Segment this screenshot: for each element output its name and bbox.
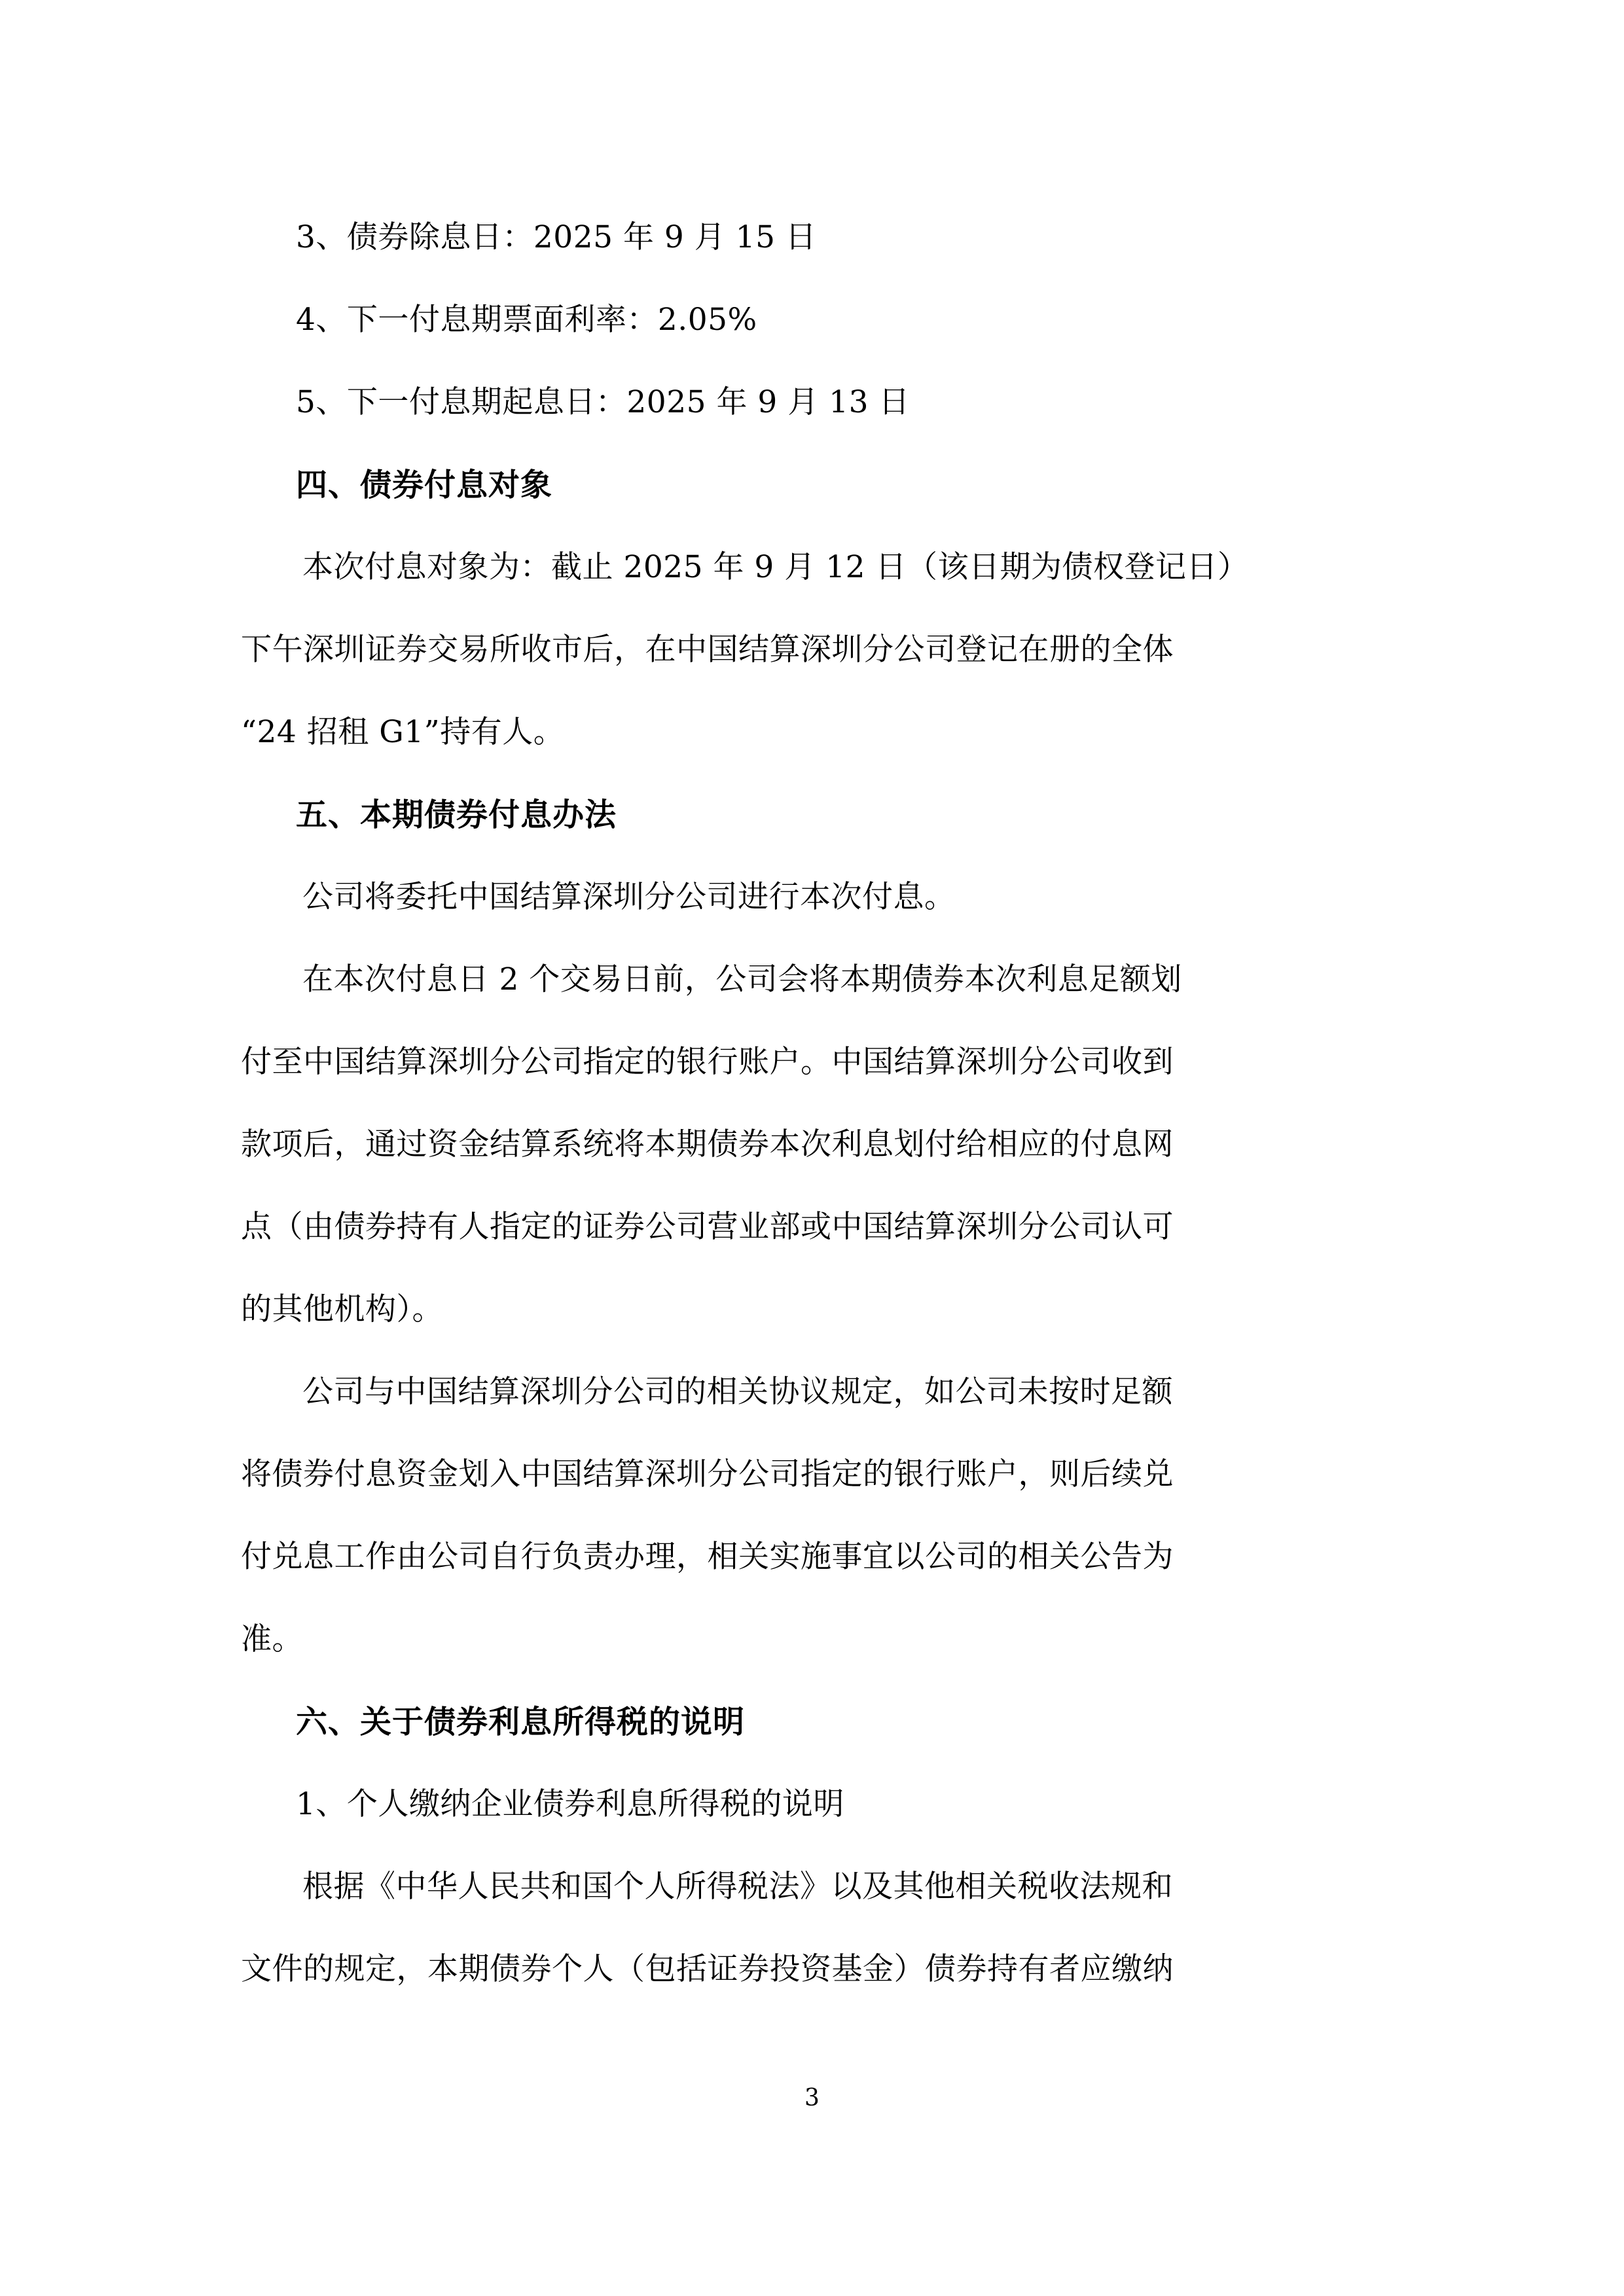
paragraph-line: 公司将委托中国结算深圳分公司进行本次付息。 xyxy=(302,879,956,915)
item-3-ex-interest-date: 3、债券除息日：2025 年 9 月 15 日 xyxy=(296,219,817,255)
paragraph-line: 文件的规定，本期债券个人（包括证券投资基金）债券持有者应缴纳 xyxy=(241,1951,1174,1987)
paragraph-line: 款项后，通过资金结算系统将本期债券本次利息划付给相应的付息网 xyxy=(241,1126,1174,1162)
heading-section-six: 六、关于债券利息所得税的说明 xyxy=(296,1704,746,1740)
paragraph-line: 本次付息对象为：截止 2025 年 9 月 12 日（该日期为债权登记日） xyxy=(302,549,1249,585)
paragraph-line: 在本次付息日 2 个交易日前，公司会将本期债券本次利息足额划 xyxy=(302,961,1182,997)
paragraph-payment-recipients xyxy=(241,526,1393,774)
paragraph-line: 付兑息工作由公司自行负责办理，相关实施事宜以公司的相关公告为 xyxy=(241,1539,1174,1575)
page-number: 3 xyxy=(804,2085,820,2111)
item-5-next-interest-start-date: 5、下一付息期起息日：2025 年 9 月 13 日 xyxy=(296,384,910,420)
paragraph-tax-law-basis xyxy=(241,1846,1393,2011)
paragraph-line: 公司与中国结算深圳分公司的相关协议规定，如公司未按时足额 xyxy=(302,1374,1173,1410)
paragraph-line: 点（由债券持有人指定的证券公司营业部或中国结算深圳分公司认可 xyxy=(241,1209,1174,1245)
item-1-individual-income-tax: 1、个人缴纳企业债券利息所得税的说明 xyxy=(296,1786,844,1822)
heading-section-five: 五、本期债券付息办法 xyxy=(296,797,617,833)
paragraph-fund-transfer-process xyxy=(241,939,1393,1351)
paragraph-line: “24 招租 G1”持有人。 xyxy=(241,714,565,750)
paragraph-line: 准。 xyxy=(241,1621,303,1657)
paragraph-agreement-terms xyxy=(241,1351,1393,1681)
paragraph-line: 付至中国结算深圳分公司指定的银行账户。中国结算深圳分公司收到 xyxy=(241,1044,1174,1080)
item-4-next-coupon-rate: 4、下一付息期票面利率：2.05% xyxy=(296,302,757,338)
paragraph-line: 下午深圳证券交易所收市后，在中国结算深圳分公司登记在册的全体 xyxy=(241,632,1174,668)
paragraph-entrust-settlement xyxy=(241,856,1393,939)
paragraph-line: 根据《中华人民共和国个人所得税法》以及其他相关税收法规和 xyxy=(302,1869,1173,1905)
heading-section-four: 四、债券付息对象 xyxy=(296,467,553,503)
paragraph-line: 将债券付息资金划入中国结算深圳分公司指定的银行账户，则后续兑 xyxy=(241,1456,1174,1492)
document-body xyxy=(241,196,1393,2011)
paragraph-line: 的其他机构）。 xyxy=(241,1291,443,1327)
